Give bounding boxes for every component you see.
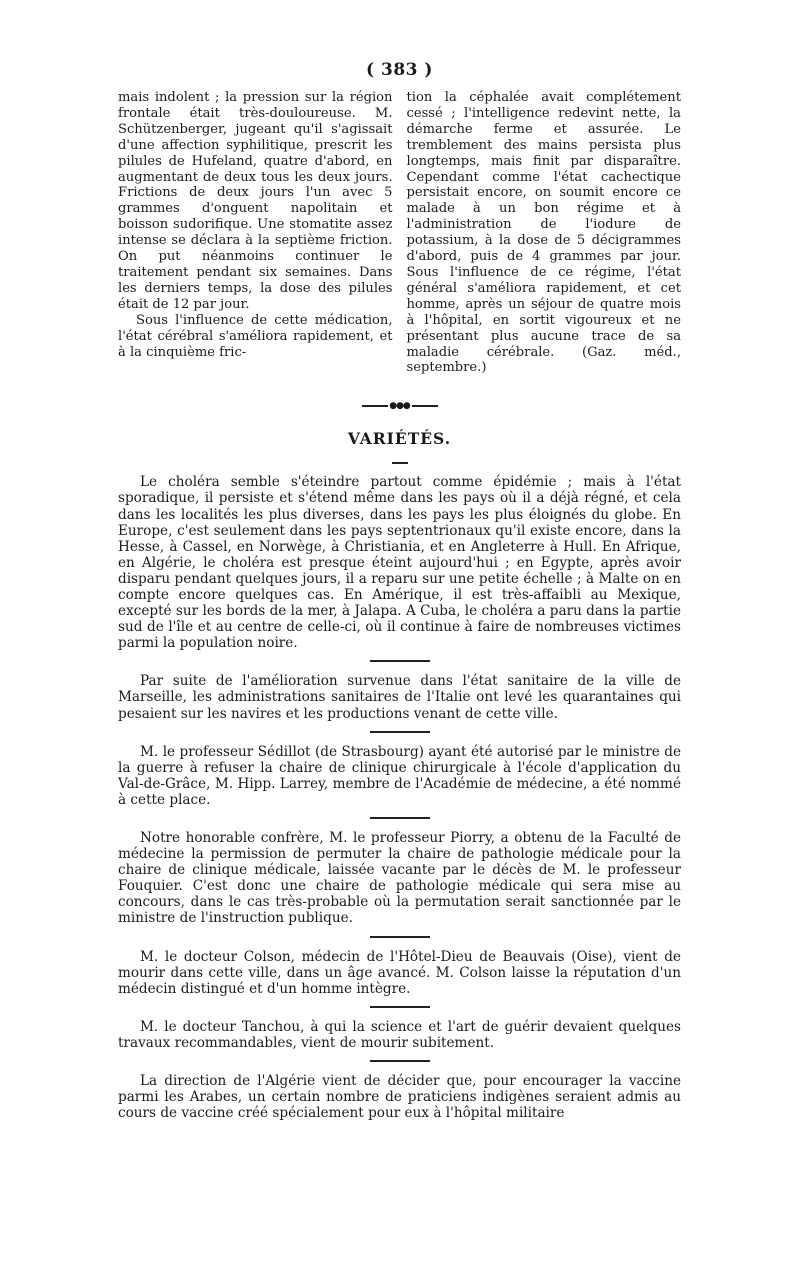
- news-item-algerie: La direction de l'Algérie vient de décider que, pour encourager la vaccine parmi les Arabes, un certain nombre de praticiens indigènes seraient admis au cours de vaccine créé spécialement pour eux à l'hôpital militaire: [118, 1073, 681, 1122]
- item-separator: [370, 1060, 430, 1062]
- news-item-sedillot: M. le professeur Sédillot (de Strasbourg) ayant été autorisé par le ministre de la guerre à refuser la chaire de clinique chirurgicale à l'école d'application du Val-de-Grâce, M. Hipp. Larrey, membre de l'Académie de médecine, a été nommé à cette place.: [118, 743, 681, 808]
- ornament-rule-left: [362, 405, 388, 407]
- item-separator: [370, 1006, 430, 1008]
- document-page: [118, 60, 681, 1121]
- ornament-dots: ●●●: [389, 401, 410, 412]
- page-number: ( 383 ): [366, 60, 433, 80]
- news-item-marseille: Par suite de l'amélioration survenue dans l'état sanitaire de la ville de Marseille, les administrations sanitaires de l'Italie ont levé les quarantaines qui pesaient sur les navires et les productions venant de cette ville.: [118, 673, 681, 722]
- item-separator: [370, 936, 430, 938]
- left-column: [118, 90, 393, 376]
- news-item-tanchou: M. le docteur Tanchou, à qui la science et l'art de guérir devaient quelques travaux recommandables, vient de mourir subitement.: [118, 1018, 681, 1051]
- right-column-paragraph: tion la céphalée avait complétement cessé ; l'intelligence redevint nette, la démarche ferme et assurée. Le tremblement des mains persista plus longtemps, mais finit par disparaître. Cependant comme l'état cachectique persistait encore, on soumit encore ce malade à un bon régime et à l'administration de l'iodure de potassium, à la dose de 5 décigrammes d'abord, puis de 4 grammes par jour. Sous l'influence de ce régime, l'état général s'améliora rapidement, et cet homme, après un séjour de quatre mois à l'hôpital, en sortit vigoureux et ne présentant plus aucune trace de sa maladie cérébrale. (Gaz. méd., septembre.): [406, 90, 681, 376]
- item-separator: [370, 817, 430, 819]
- news-item-cholera: Le choléra semble s'éteindre partout comme épidémie ; mais à l'état sporadique, il persiste et s'étend même dans les pays où il a déjà régné, et cela dans les localités les plus diverses, dans les pays les plus éloignés du globe. En Europe, c'est seulement dans les pays septentrionaux qu'il existe encore, dans la Hesse, à Cassel, en Norwège, à Christiania, et en Angleterre à Hull. En Afrique, en Algérie, le choléra est presque éteint aujourd'hui ; en Egypte, après avoir disparu pendant quelques jours, il a reparu sur une petite échelle ; à Malte on en compte encore quelques cas. En Amérique, il est très-affaibli au Mexique, excepté sur les bords de la mer, à Jalapa. A Cuba, le choléra a paru dans la partie sud de l'île et au centre de celle-ci, où il continue à faire de nombreuses victimes parmi la population noire.: [118, 474, 681, 652]
- ornament-rule-right: [412, 405, 438, 407]
- section-ornament: [362, 401, 438, 411]
- left-column-paragraph: Sous l'influence de cette médication, l'état cérébral s'améliora rapidement, et à la cinquième fric-: [118, 312, 393, 360]
- news-item-colson: M. le docteur Colson, médecin de l'Hôtel-Dieu de Beauvais (Oise), vient de mourir dans cette ville, dans un âge avancé. M. Colson laisse la réputation d'un médecin distingué et d'un homme intègre.: [118, 948, 681, 997]
- left-column-paragraph: mais indolent ; la pression sur la région frontale était très-douloureuse. M. Schützenberger, jugeant qu'il s'agissait d'une affection syphilitique, prescrit les pilules de Hufeland, quatre d'abord, en augmentant de deux tous les deux jours. Frictions de deux jours l'un avec 5 grammes d'onguent napolitain et boisson sudorifique. Une stomatite assez intense se déclara à la septième friction. On put néanmoins continuer le traitement pendant six semaines. Dans les derniers temps, la dose des pilules était de 12 par jour.: [118, 90, 393, 312]
- title-dash: [392, 462, 408, 464]
- section-title: VARIÉTÉS.: [347, 429, 452, 449]
- news-item-piorry: Notre honorable confrère, M. le professeur Piorry, a obtenu de la Faculté de médecine la permission de permuter la chaire de pathologie médicale pour la chaire de clinique médicale, laissée vacante par le décès de M. le professeur Fouquier. C'est donc une chaire de pathologie médicale qui sera mise au concours, dans le cas très-probable où la permutation serait sanctionnée par le ministre de l'instruction publique.: [118, 830, 681, 927]
- right-column: [407, 90, 682, 376]
- two-column-block: [118, 90, 681, 376]
- item-separator: [370, 660, 430, 662]
- item-separator: [370, 731, 430, 733]
